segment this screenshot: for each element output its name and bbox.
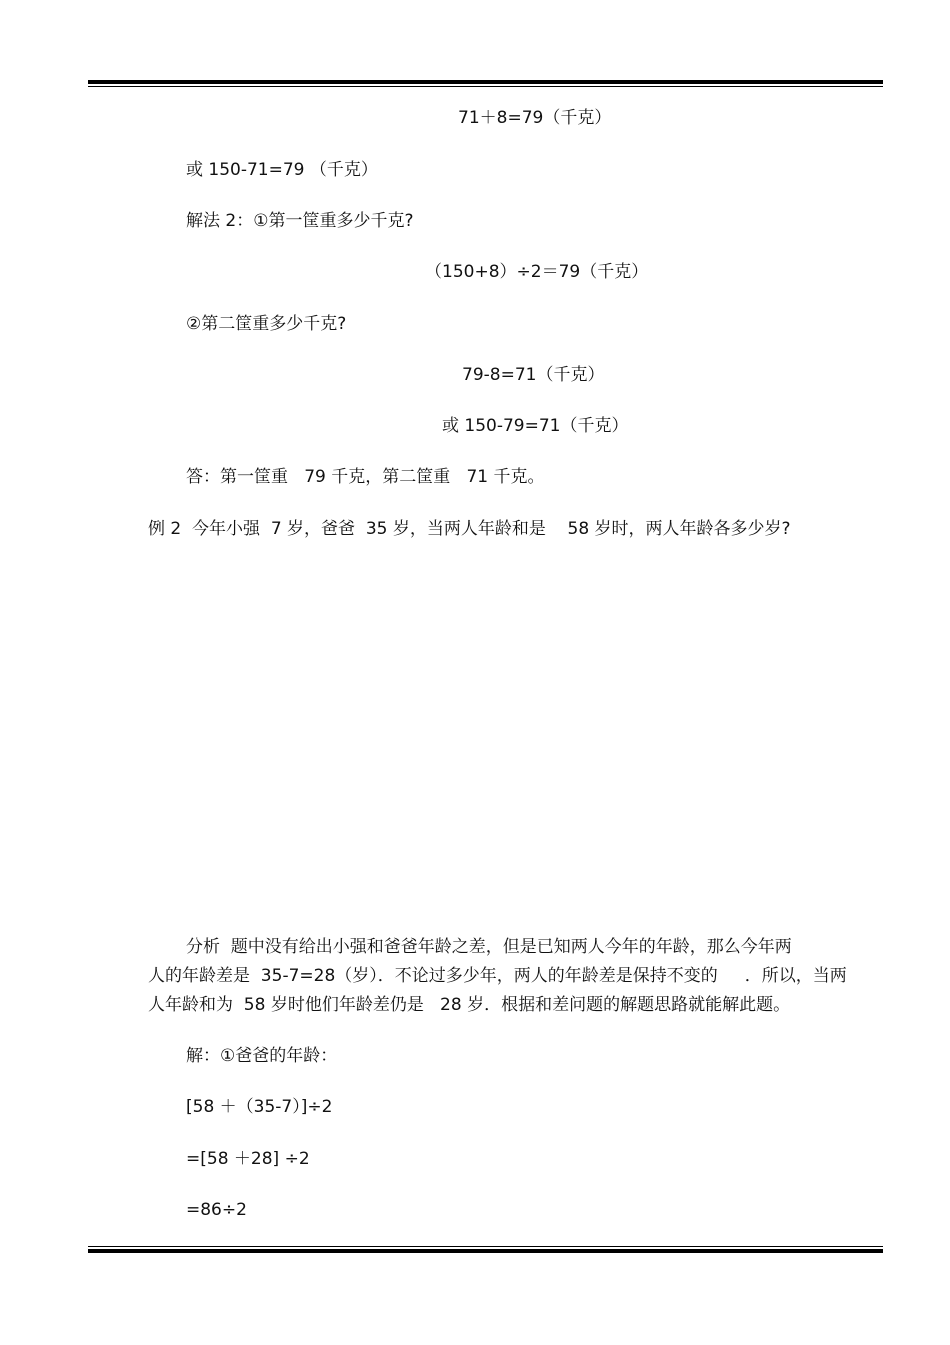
analysis-line-2: 人的年龄差是 35-7=28（岁）．不论过多少年，两人的年龄差是保持不变的 ．所以，当两 — [148, 966, 847, 986]
text-line-3: 解法 2：①第一筐重多少千克? — [186, 211, 414, 231]
header-rule — [88, 80, 883, 87]
text-line-1: 71＋8=79（千克） — [458, 108, 612, 128]
text-line-4: （150+8）÷2＝79（千克） — [425, 262, 649, 282]
solution-intro: 解：①爸爸的年龄： — [186, 1046, 338, 1066]
text-line-5: ②第二筐重多少千克? — [186, 314, 347, 334]
formula-line-1: [58 ＋（35-7）]÷2 — [186, 1097, 333, 1117]
text-line-7: 或 150-79=71（千克） — [442, 416, 629, 436]
analysis-line-1: 分析 题中没有给出小强和爸爸年龄之差，但是已知两人今年的年龄，那么今年两 — [186, 937, 792, 957]
text-line-6: 79-8=71（千克） — [462, 365, 605, 385]
formula-line-3: =86÷2 — [186, 1200, 247, 1220]
text-line-2: 或 150-71=79 （千克） — [186, 160, 378, 180]
analysis-line-3: 人年龄和为 58 岁时他们年龄差仍是 28 岁．根据和差问题的解题思路就能解此题。 — [148, 995, 791, 1015]
footer-rule — [88, 1246, 883, 1253]
answer-line: 答：第一筐重 79 千克，第二筐重 71 千克。 — [186, 467, 545, 487]
formula-line-2: =[58 ＋28] ÷2 — [186, 1149, 310, 1169]
example-2-question: 例 2 今年小强 7 岁，爸爸 35 岁，当两人年龄和是 58 岁时，两人年龄各多少岁? — [148, 519, 791, 539]
